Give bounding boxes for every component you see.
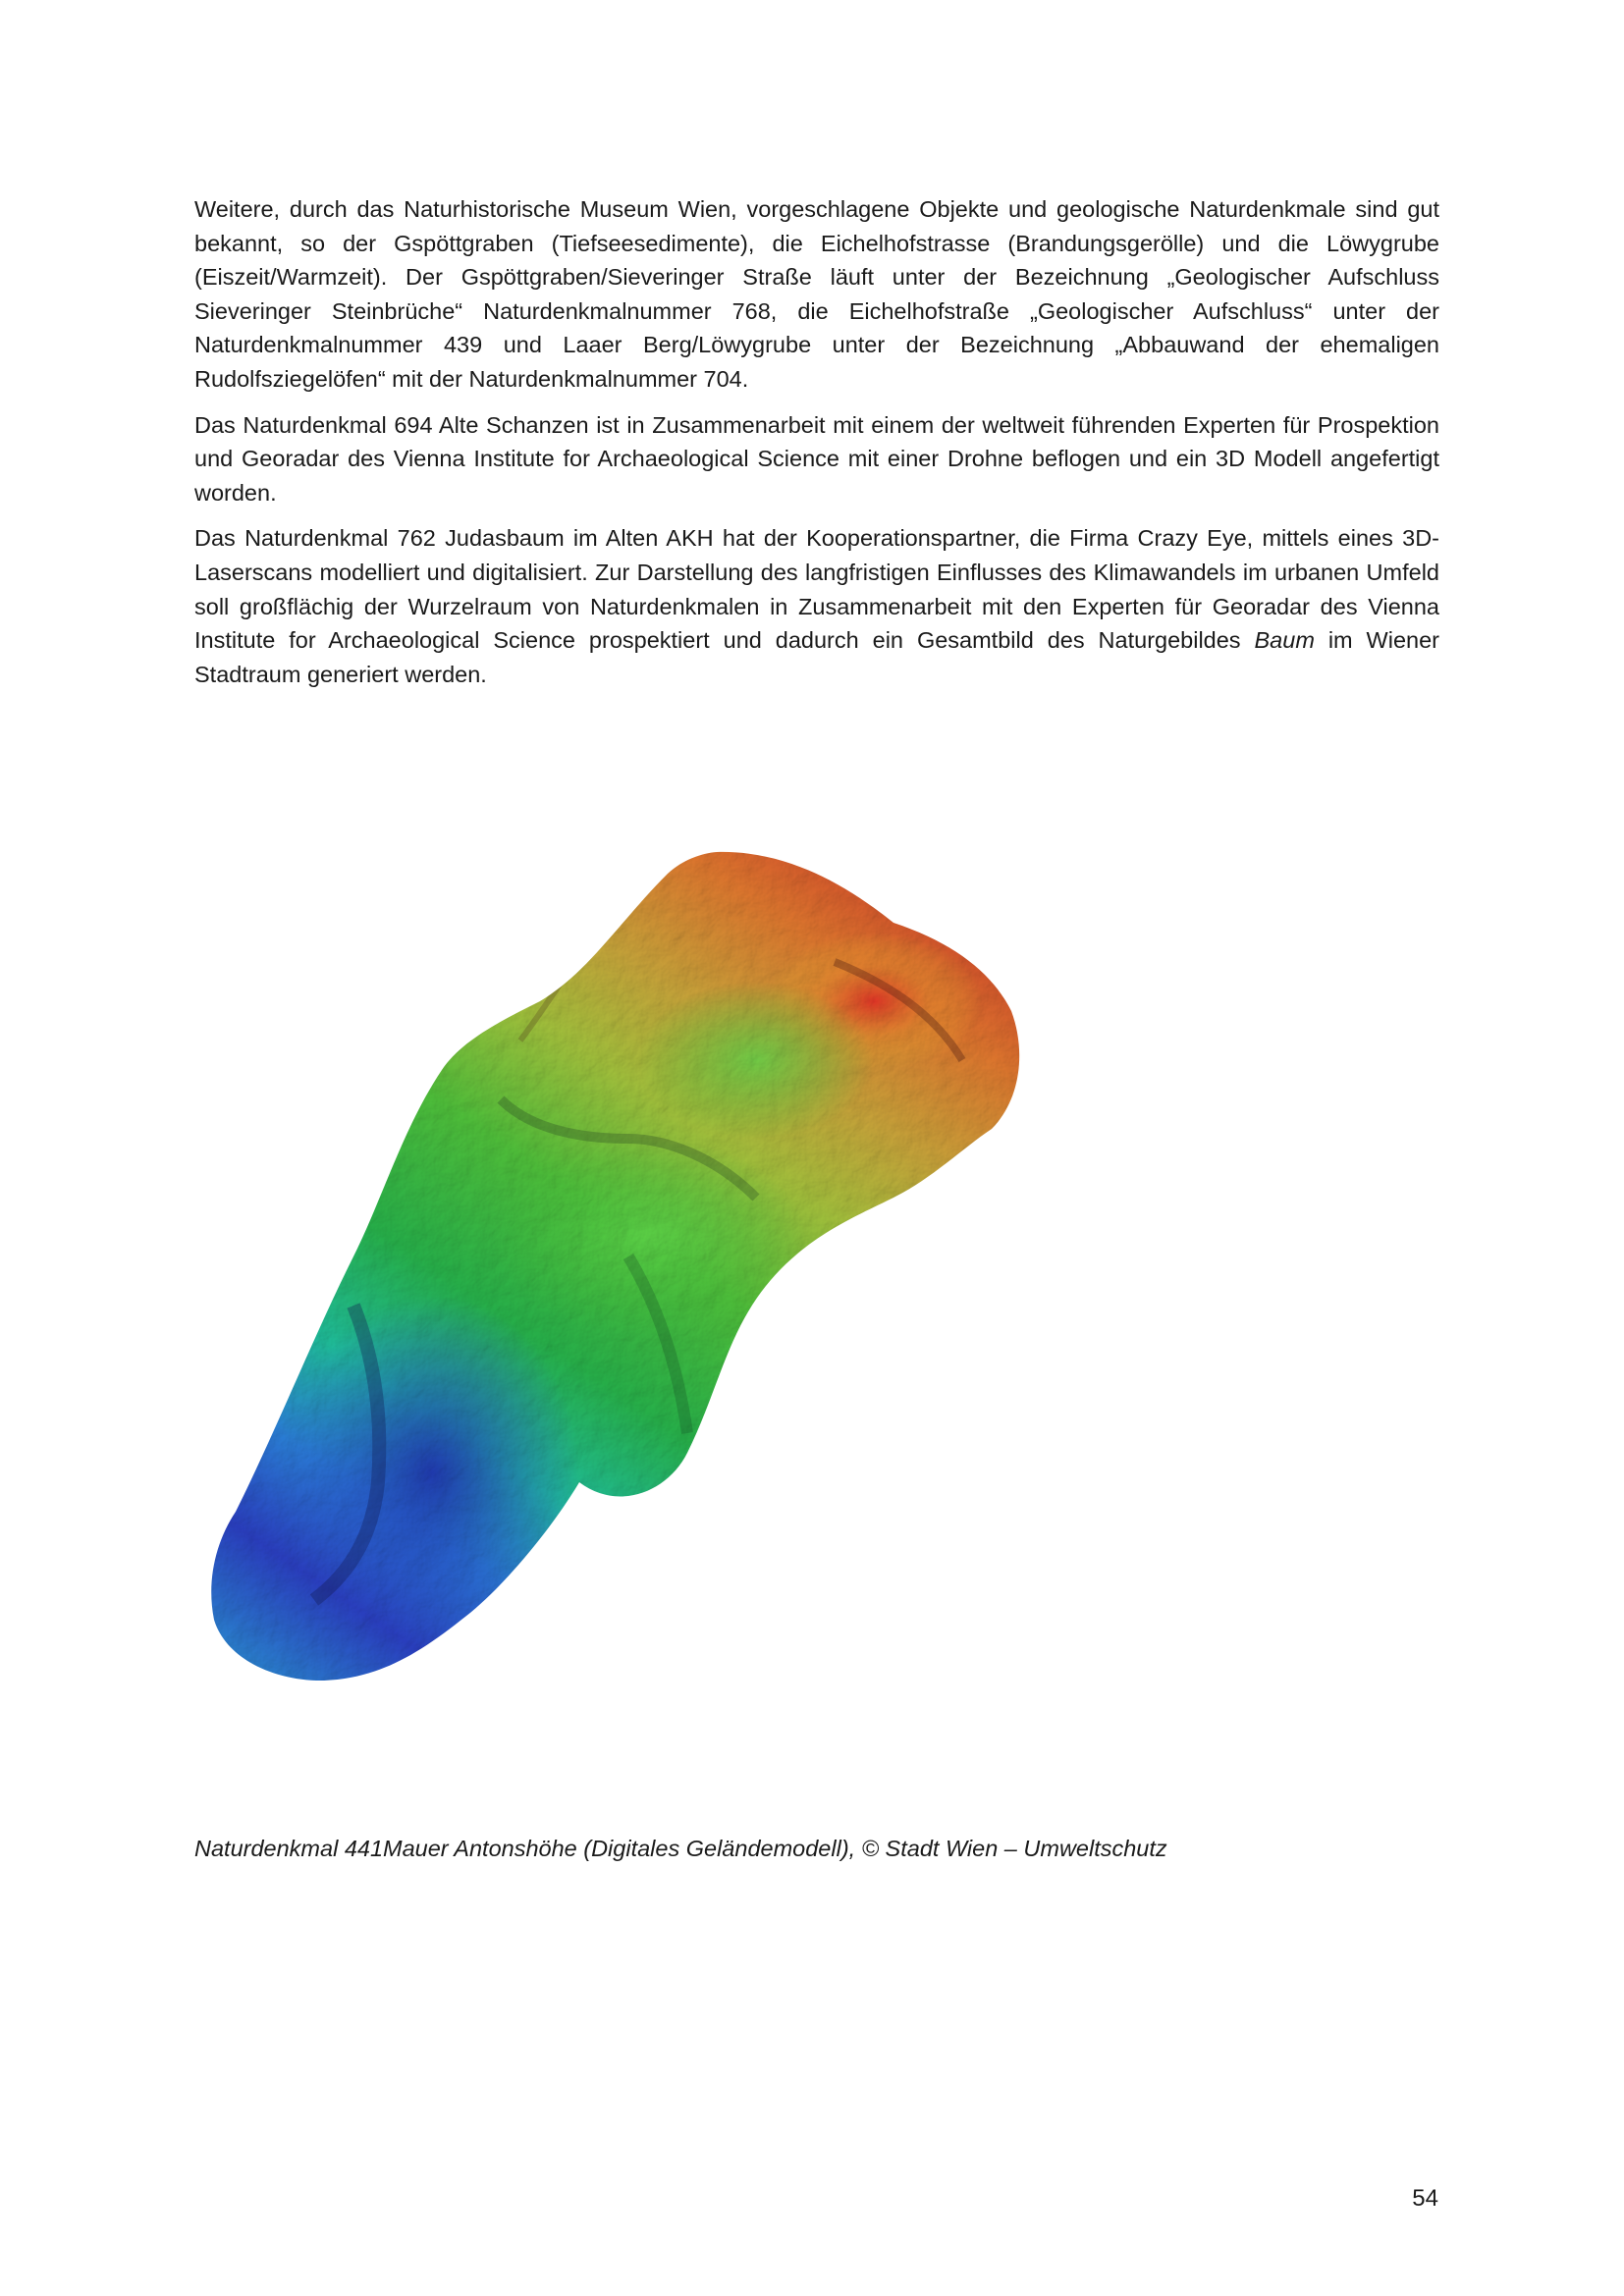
figure-caption: Naturdenkmal 441Mauer Antonshöhe (Digitales Geländemodell), © Stadt Wien – Umweltschutz	[194, 1836, 1167, 1861]
paragraph-3	[194, 521, 1439, 691]
paragraph-2: Das Naturdenkmal 694 Alte Schanzen ist in Zusammenarbeit mit einem der weltweit führenden Experten für Prospektion und Georadar des Vienna Institute for Archaeological Science mit einer Drohne beflogen und ein 3D Modell angefertigt worden.	[194, 411, 1439, 506]
body-text	[194, 192, 1439, 703]
page-number: 54	[1412, 2185, 1438, 2212]
paragraph-3-text-b: im Wiener Stadtraum generiert werden.	[194, 627, 1439, 687]
terrain-model-image	[206, 844, 1110, 1747]
paragraph-1: Weitere, durch das Naturhistorische Museum Wien, vorgeschlagene Objekte und geologische Naturdenkmale sind gut bekannt, so der Gspöttgraben (Tiefseesedimente), die Eichelhofstrasse (Brandungsgerölle) und die Löwygrube (Eiszeit/Warmzeit). Der Gspöttgraben/Sieveringer Straße läuft unter der Bezeichnung „Geologischer Aufschluss Sieveringer Steinbrüche“ Naturdenkmalnummer 768, die Eichelhofstraße „Geologischer Aufschluss“ unter der Naturdenkmalnummer 439 und Laaer Berg/Löwygrube unter der Bezeichnung „Abbauwand der ehemaligen Rudolfsziegelöfen“ mit der Naturdenkmalnummer 704.	[194, 196, 1439, 392]
paragraph-3-italic: Baum	[1254, 627, 1315, 654]
paragraph-3-text-a: Das Naturdenkmal 762 Judasbaum im Alten AKH hat der Kooperationspartner, die Firma Crazy Eye, mittels eines 3D-Laserscans modelliert und digitalisiert. Zur Darstellung des langfristigen Einflusses des Klimawandels im urbanen Umfeld soll großflächig der Wurzelraum von Naturdenkmalen in Zusammenarbeit mit den Experten für Georadar des Vienna Institute for Archaeological Science prospektiert und dadurch ein Gesamtbild des Naturgebildes	[194, 525, 1439, 654]
terrain-model-figure	[206, 844, 1110, 1747]
